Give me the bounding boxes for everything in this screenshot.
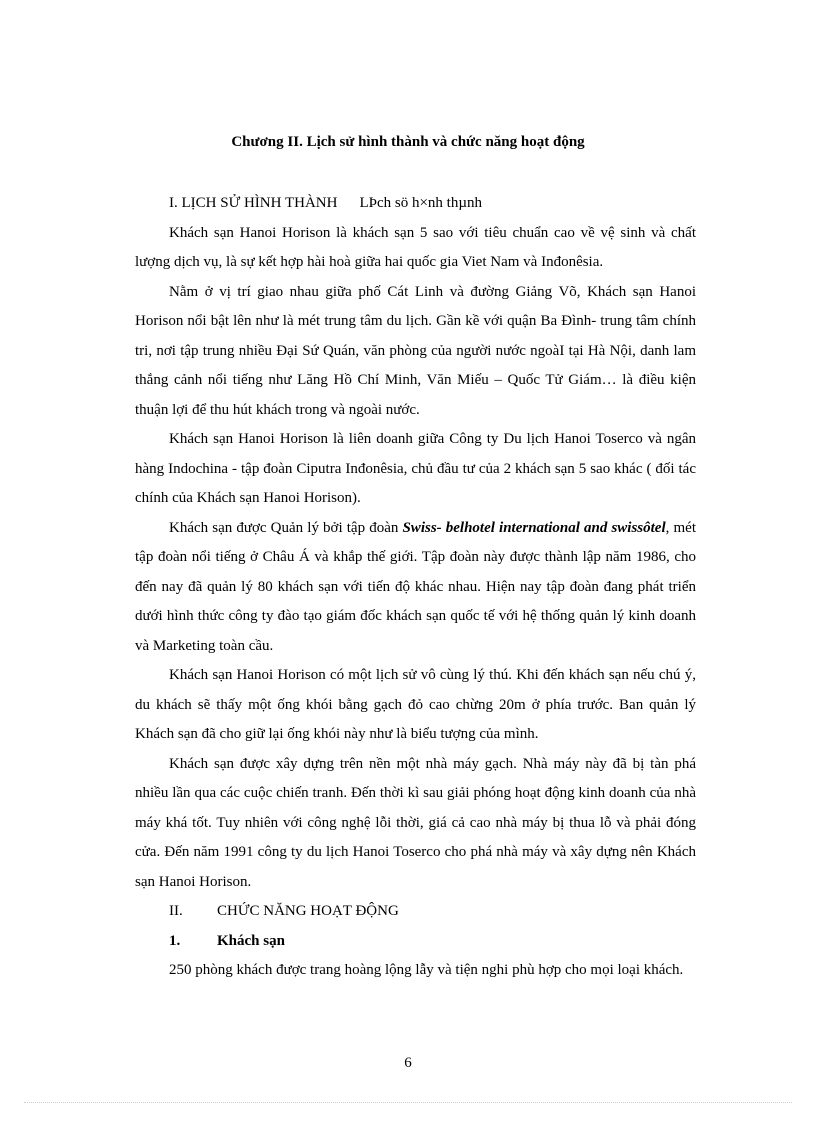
- section-two-heading: [135, 897, 696, 927]
- section-one-garbled-text: LÞch sö h×nh thµnh: [359, 195, 482, 211]
- subsection-one-number: 1.: [169, 932, 181, 949]
- document-body: [135, 189, 696, 986]
- paragraph-intro: Khách sạn Hanoi Horison là khách sạn 5 sao với tiêu chuẩn cao về vệ sinh và chất lượng dịch vụ, là sự kết hợp hài hoà giữa hai quốc gia Viet Nam và Inđonêsia.: [135, 224, 696, 270]
- page-number: 6: [404, 1055, 412, 1071]
- chapter-title: Chương II. Lịch sử hình thành và chức năng hoạt động: [231, 134, 585, 150]
- section-two-title: CHỨC NĂNG HOẠT ĐỘNG: [217, 903, 399, 919]
- section-one-title: I. LỊCH SỬ HÌNH THÀNH: [169, 195, 338, 211]
- section-two-number: II.: [169, 903, 183, 919]
- management-text-after: , mét tập đoàn nổi tiếng ở Châu Á và khắp thế giới. Tập đoàn này được thành lập năm 1986, cho đến nay đã quản lý 80 khách sạn với tiến độ khác nhau. Hiện nay tập đoàn đang phát triển dưới hình thức công ty đào tạo giám đốc khách sạn quốc tế với hệ thống quản lý kinh doanh và Marketing toàn cầu.: [135, 519, 696, 654]
- paragraph-joint-venture: Khách sạn Hanoi Horison là liên doanh giữa Công ty Du lịch Hanoi Toserco và ngân hàng Indochina - tập đoàn Ciputra Inđonêsia, chủ đầu tư của 2 khách sạn 5 sao khác ( đối tác chính của Khách sạn Hanoi Horison).: [135, 431, 696, 506]
- paragraph-history: Khách sạn Hanoi Horison có một lịch sử vô cùng lý thú. Khi đến khách sạn nếu chú ý, du khách sẽ thấy một ống khói bằng gạch đỏ cao chừng 20m ở phía trước. Ban quản lý Khách sạn đã cho giữ lại ống khói này như là biểu tượng của mình.: [135, 667, 696, 742]
- management-company-name: Swiss- belhotel international and swissôtel: [402, 519, 666, 536]
- paragraph-construction: Khách sạn được xây dựng trên nền một nhà máy gạch. Nhà máy này đã bị tàn phá nhiều lần qua các cuộc chiến tranh. Đến thời kì sau giải phóng hoạt động kinh doanh của nhà máy khá tốt. Tuy nhiên với công nghệ lỗi thời, giá cả cao nhà máy bị thua lỗ và phải đóng cửa. Đến năm 1991 công ty du lịch Hanoi Toserco cho phá nhà máy và xây dựng nên Khách sạn Hanoi Horison.: [135, 755, 696, 890]
- paragraph-management: [135, 514, 696, 662]
- subsection-one-heading: [135, 927, 696, 957]
- management-text-before: Khách sạn được Quản lý bởi tập đoàn: [169, 519, 403, 536]
- paragraph-location: Nằm ở vị trí giao nhau giữa phố Cát Linh và đường Giảng Võ, Khách sạn Hanoi Horison nổi bật lên như là mét trung tâm du lịch. Gần kề với quận Ba Đình- trung tâm chính tri, nơi tập trung nhiều Đại Sứ Quán, văn phòng của người nước ngoàI tại Hà Nội, danh lam thắng cảnh nổi tiếng như Lăng Hồ Chí Minh, Văn Miếu – Quốc Tử Giám… là điều kiện thuận lợi để thu hút khách trong và ngoài nước.: [135, 283, 696, 418]
- subsection-one-title: Khách sạn: [217, 932, 285, 949]
- section-one-heading: [135, 189, 696, 219]
- paragraph-rooms: 250 phòng khách được trang hoàng lộng lẫy và tiện nghi phù hợp cho mọi loại khách.: [169, 962, 684, 978]
- page-bottom-divider: [24, 1102, 792, 1103]
